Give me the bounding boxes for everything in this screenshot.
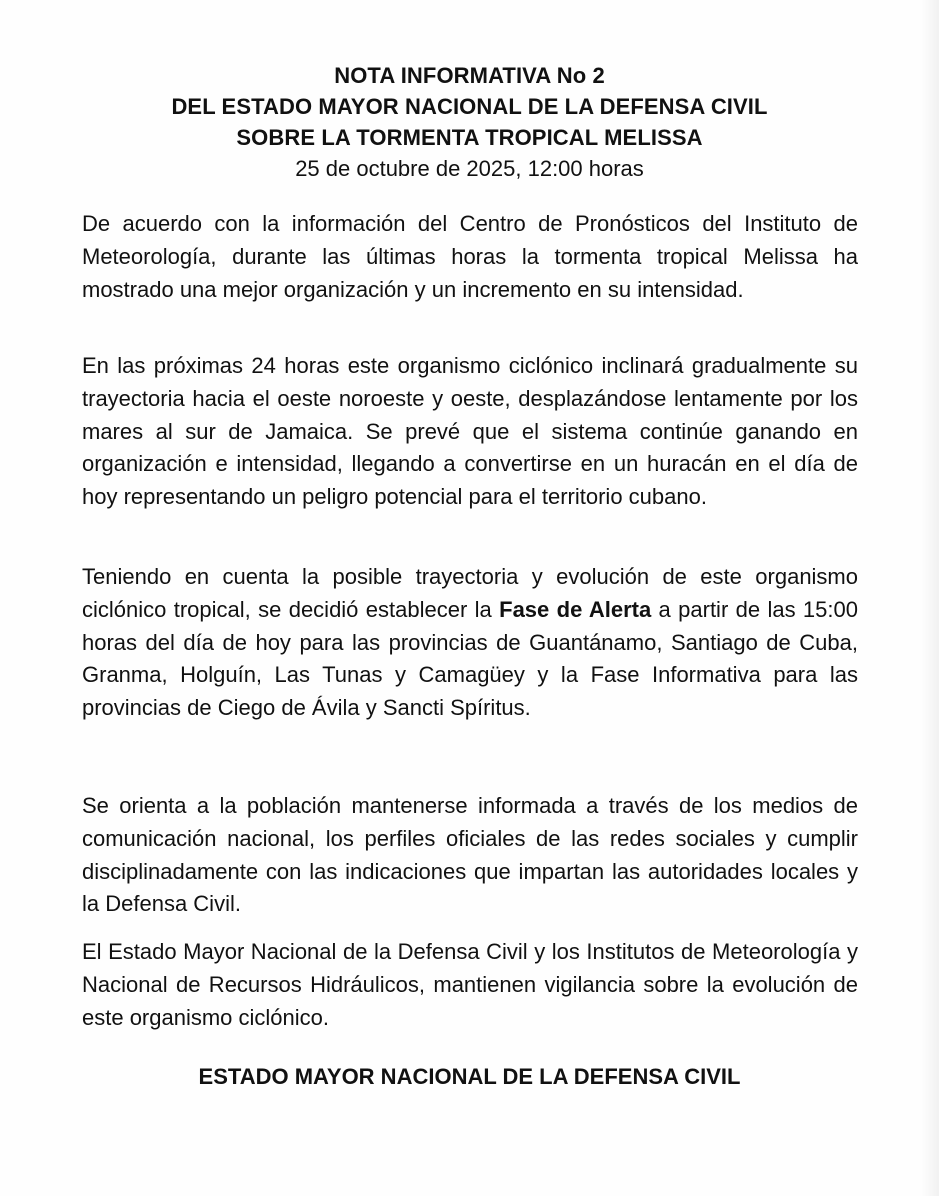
document-issuer: DEL ESTADO MAYOR NACIONAL DE LA DEFENSA CIVIL bbox=[171, 94, 768, 119]
paragraph-surveillance: El Estado Mayor Nacional de la Defensa Civil y los Institutos de Meteorología y Nacional de Recursos Hidráulicos, mantienen vigilancia sobre la evolución de este organismo ciclónico. bbox=[82, 939, 858, 1030]
document-signature: ESTADO MAYOR NACIONAL DE LA DEFENSA CIVIL bbox=[198, 1064, 741, 1089]
paragraph-alert-phase bbox=[82, 561, 858, 725]
paragraph-alert-phase-intro: Teniendo en cuenta la posible trayectoria y evolución de este organismo ciclónico tropical, se decidió establecer la bbox=[82, 564, 858, 622]
paragraph-alert-phase-rest: a partir de las 15:00 horas del día de hoy para las provincias de Guantánamo, Santiago de Cuba, Granma, Holguín, Las Tunas y Camagüey y la Fase Informativa para las provincias de Ciego de Ávila y Sancti Spíritus. bbox=[82, 596, 858, 721]
document-date: 25 de octubre de 2025, 12:00 horas bbox=[295, 156, 644, 181]
document-title: NOTA INFORMATIVA No 2 bbox=[334, 63, 605, 88]
document-subject: SOBRE LA TORMENTA TROPICAL MELISSA bbox=[236, 125, 703, 150]
alert-phase-label: Fase de Alerta bbox=[499, 596, 652, 622]
paragraph-forecast-center: De acuerdo con la información del Centro de Pronósticos del Instituto de Meteorología, durante las últimas horas la tormenta tropical Melissa ha mostrado una mejor organización y un incremento en su intensidad. bbox=[82, 211, 858, 302]
document-header bbox=[0, 60, 939, 184]
paragraph-trajectory: En las próximas 24 horas este organismo ciclónico inclinará gradualmente su trayectoria hacia el oeste noroeste y oeste, desplazándose lentamente por los mares al sur de Jamaica. Se prevé que el sistema continúe ganando en organización e intensidad, llegando a convertirse en un huracán en el día de hoy representando un peligro potencial para el territorio cubano. bbox=[82, 353, 858, 510]
paragraph-population-guidance: Se orienta a la población mantenerse informada a través de los medios de comunicación nacional, los perfiles oficiales de las redes sociales y cumplir disciplinadamente con las indicaciones que impartan las autoridades locales y la Defensa Civil. bbox=[82, 793, 858, 917]
